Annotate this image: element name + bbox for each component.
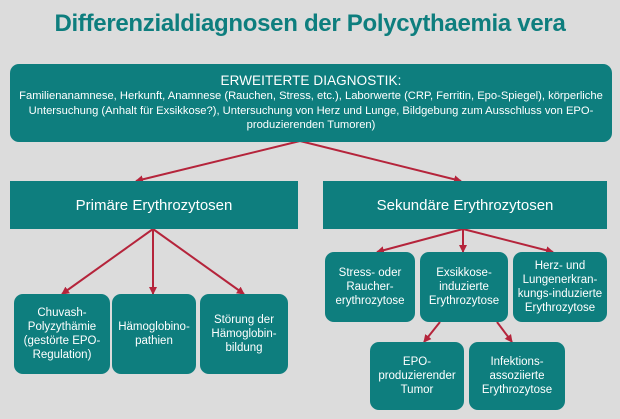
arrow-secondary-to-herz [463, 229, 553, 252]
arrow-primary-to-chuvash [62, 229, 153, 294]
leaf-haemoglobinopathien: Hämoglobino- pathien [112, 294, 196, 374]
primary-category-box: Primäre Erythrozytosen [10, 181, 298, 229]
leaf-stress-raucher: Stress- oder Raucher- erythrozytose [325, 252, 415, 322]
secondary-category-box: Sekundäre Erythrozytosen [323, 181, 607, 229]
diagnostics-heading: ERWEITERTE DIAGNOSTIK: [220, 73, 402, 89]
arrow-diagnostics-to-primary [136, 141, 300, 181]
leaf-stoerung-haemoglobinbildung: Störung der Hämoglobin- bildung [200, 294, 288, 374]
leaf-exsikkose: Exsikkose- induzierte Erythrozytose [420, 252, 508, 322]
arrow-diagnostics-to-secondary [300, 141, 461, 181]
leaf-chuvash: Chuvash- Polyzythämie (gestörte EPO- Regulation) [14, 294, 110, 374]
diagram-title: Differenzialdiagnosen der Polycythaemia vera [54, 10, 566, 37]
diagnostics-box [10, 64, 612, 142]
leaf-herz-lunge: Herz- und Lungenerkran- kungs-induzierte Erythrozytose [513, 252, 607, 322]
arrow-exsikkose-to-infektion [497, 322, 512, 342]
leaf-infektion: Infektions- assoziierte Erythrozytose [469, 342, 565, 410]
arrow-secondary-to-stress [377, 229, 463, 252]
leaf-epo-tumor: EPO- produzierender Tumor [370, 342, 464, 410]
arrow-exsikkose-to-tumor [424, 322, 440, 342]
diagnostics-text: Familienanamnese, Herkunft, Anamnese (Rauchen, Stress, etc.), Laborwerte (CRP, Ferritin, Epo-Spiegel), körperliche Untersuchung (Anhalt für Exsikkose?), Untersuchung von Herz und Lunge, Bildgebung zum Ausschluss von EPO-produzierenden Tumoren) [19, 90, 603, 132]
arrow-primary-to-stoerung [153, 229, 244, 294]
